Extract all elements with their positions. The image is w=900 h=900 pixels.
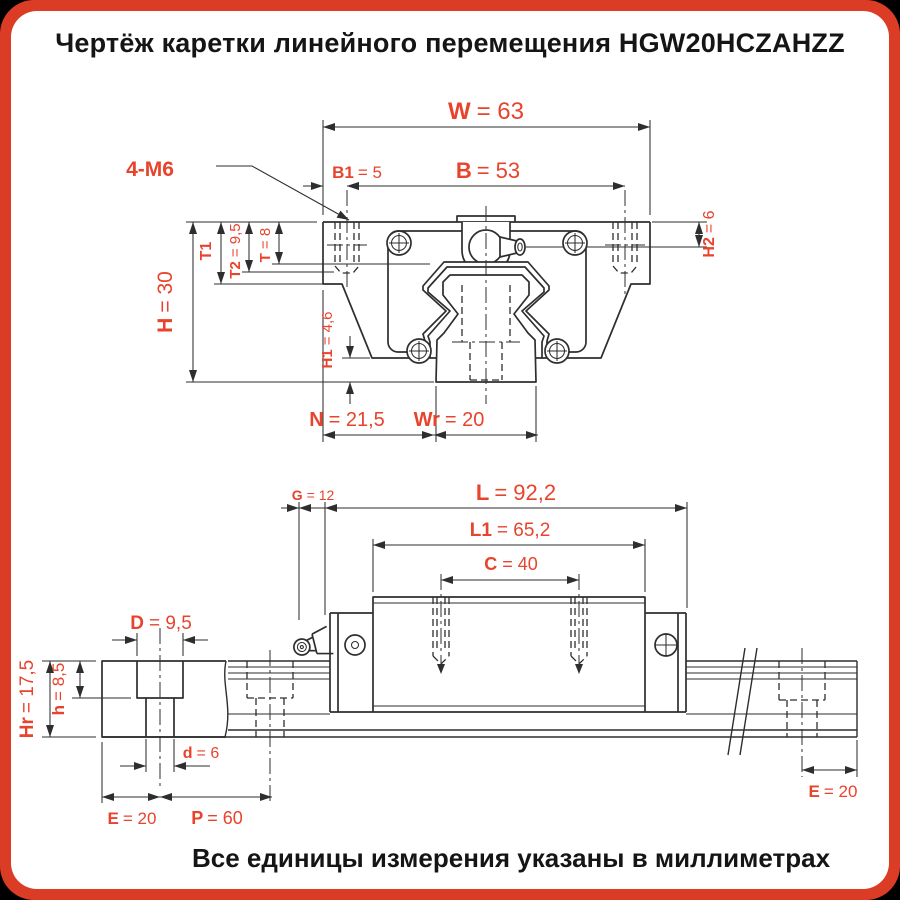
dim-d-lower: d = 6	[182, 745, 220, 762]
flange-hole-left	[327, 190, 367, 290]
break-line	[225, 661, 228, 737]
side-view-drawing	[17, 480, 857, 828]
thread-callout: 4-M6	[126, 158, 174, 181]
dim-e-left: E = 20	[107, 809, 157, 828]
dim-c: C = 40	[484, 554, 538, 574]
dim-b1: B1 = 5	[332, 163, 382, 182]
break-lines-right	[728, 648, 757, 755]
front-view-drawing	[126, 98, 718, 442]
dim-g: G = 12	[291, 487, 335, 503]
dim-h1: H1= 4,6	[319, 311, 336, 369]
screw-icon	[387, 231, 411, 255]
screw-icon	[563, 231, 587, 255]
dim-l: L = 92,2	[475, 480, 557, 505]
dim-h: H= 30	[154, 271, 177, 333]
dim-l1: L1 = 65,2	[469, 520, 551, 541]
dim-t1: T1	[198, 241, 215, 261]
screw-icon	[545, 339, 569, 363]
flange-hole-right	[605, 190, 645, 295]
dim-t2: T2= 9,5	[227, 223, 244, 279]
dim-d-upper: D = 9,5	[130, 613, 192, 634]
dim-wr: Wr = 20	[413, 409, 485, 431]
dim-b: B = 53	[455, 158, 521, 183]
dim-w: W = 63	[447, 98, 525, 125]
dim-n: N = 21,5	[309, 409, 385, 431]
dim-t: T= 8	[257, 227, 274, 263]
dim-hr: Hr= 17,5	[17, 659, 38, 739]
rail-cross-section	[423, 206, 549, 404]
dim-h2: H2= 6	[701, 210, 718, 258]
thread-callout-leader	[216, 166, 349, 220]
dim-h-small: h= 8,5	[49, 662, 68, 716]
units-note: Все единицы измерения указаны в миллиметрах	[191, 843, 831, 873]
dim-p: P = 60	[191, 808, 243, 828]
grease-nipple-side	[291, 626, 334, 662]
carriage-side-view	[291, 574, 686, 712]
screw-icon	[407, 339, 431, 363]
dim-e-right: E = 20	[808, 782, 858, 801]
end-cap-hole	[345, 635, 365, 655]
page-title: Чертёж каретки линейного перемещения HGW20HCZAHZZ	[55, 28, 845, 58]
